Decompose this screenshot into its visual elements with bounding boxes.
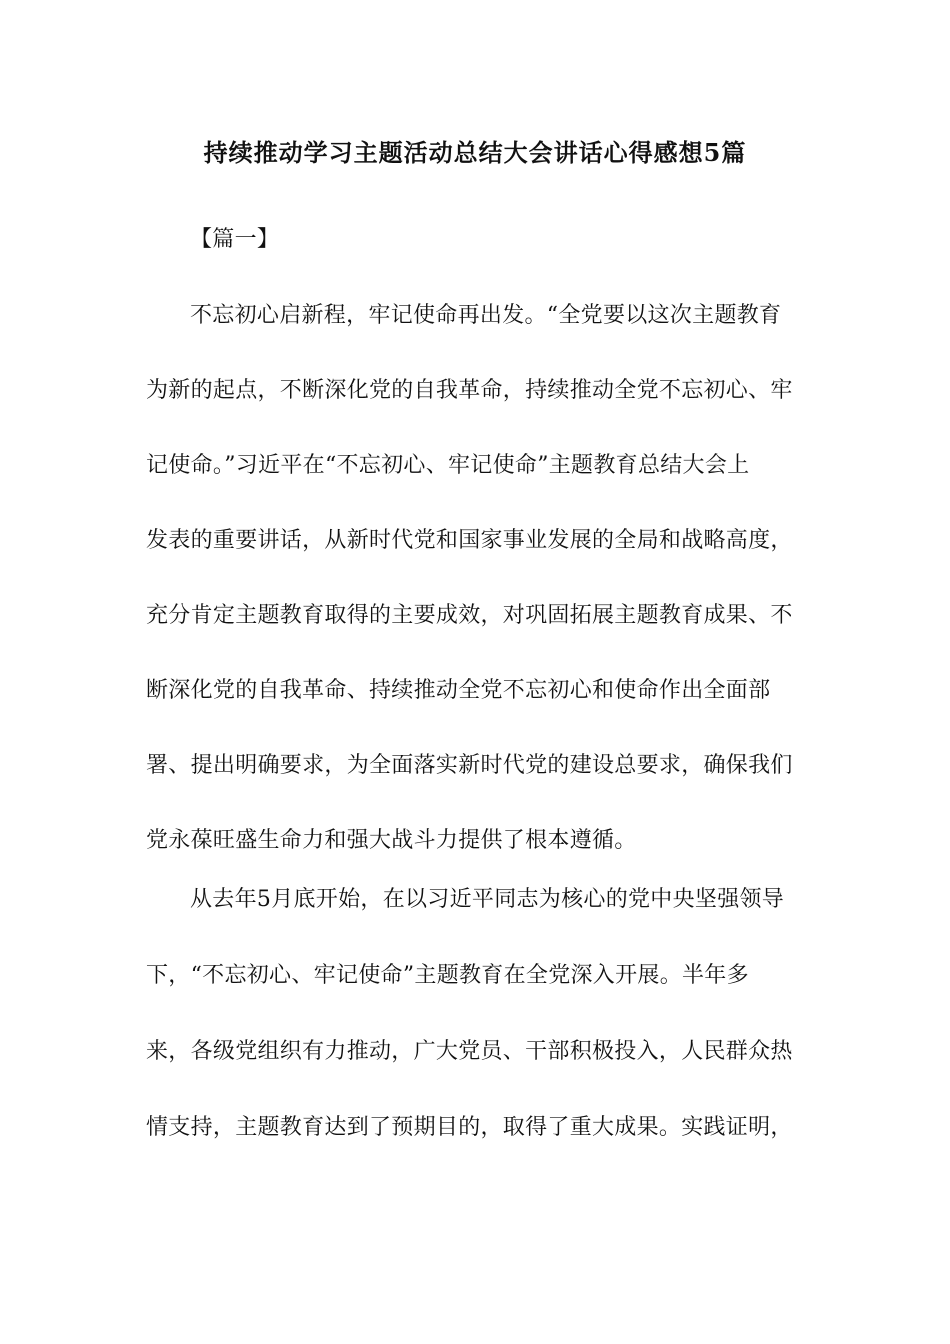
paragraph-line: 充分肯定主题教育取得的主要成效，对巩固拓展主题教育成果、不 — [146, 603, 793, 628]
paragraph-line: 情支持，主题教育达到了预期目的，取得了重大成果。实践证明， — [146, 1115, 793, 1140]
paragraph-line: 署、提出明确要求，为全面落实新时代党的建设总要求，确保我们 — [146, 753, 793, 778]
paragraph-line: 来，各级党组织有力推动，广大党员、干部积极投入，人民群众热 — [146, 1039, 793, 1064]
paragraph-line: 为新的起点，不断深化党的自我革命，持续推动全党不忘初心、牢 — [146, 378, 793, 403]
paragraph-line: 记使命。”习近平在“不忘初心、牢记使命”主题教育总结大会上 — [146, 453, 750, 478]
paragraph-line: 发表的重要讲话，从新时代党和国家事业发展的全局和战略高度， — [146, 528, 793, 553]
paragraph-line: 不忘初心启新程，牢记使命再出发。“全党要以这次主题教育 — [190, 303, 782, 328]
paragraph-line: 从去年5月底开始，在以习近平同志为核心的党中央坚强领导 — [190, 887, 785, 912]
paragraph-line: 下，“不忘初心、牢记使命”主题教育在全党深入开展。半年多 — [146, 963, 749, 988]
paragraph-line: 党永葆旺盛生命力和强大战斗力提供了根本遵循。 — [146, 828, 637, 853]
document-title: 持续推动学习主题活动总结大会讲话心得感想5篇 — [203, 138, 747, 167]
paragraph-line: 断深化党的自我革命、持续推动全党不忘初心和使命作出全面部 — [146, 678, 771, 703]
section-heading: 【篇一】 — [190, 227, 280, 252]
